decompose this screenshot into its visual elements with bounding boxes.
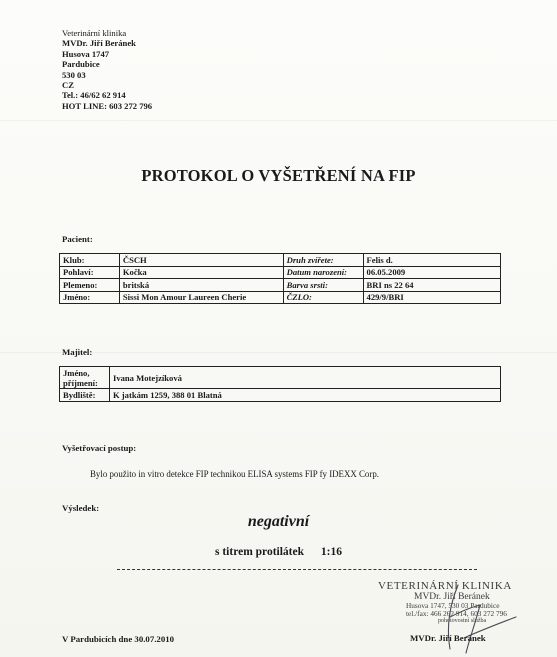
patient-key: Jméno: bbox=[60, 291, 120, 304]
dashed-separator bbox=[117, 569, 477, 570]
table-row bbox=[60, 279, 501, 292]
clinic-tel: Tel.: 46/62 62 914 bbox=[62, 90, 126, 101]
owner-name-key-1: Jméno, bbox=[63, 367, 90, 378]
handwritten-signature bbox=[420, 577, 530, 657]
patient-value: 06.05.2009 bbox=[363, 266, 500, 279]
patient-value: 429/9/BRI bbox=[363, 291, 500, 304]
clinic-hotline: HOT LINE: 603 272 796 bbox=[62, 100, 153, 111]
table-row bbox=[60, 254, 501, 267]
stamp-note: pohotovostní služba bbox=[438, 618, 487, 624]
clinic-country: CZ bbox=[62, 80, 74, 91]
patient-value: britská bbox=[119, 279, 283, 292]
patient-table bbox=[59, 253, 501, 304]
table-row bbox=[60, 291, 501, 304]
titer-value: 1:16 bbox=[320, 546, 342, 558]
patient-key: Pohlaví: bbox=[60, 266, 120, 279]
patient-label: Pacient: bbox=[62, 234, 93, 244]
stamp-name: VETERINÁRNÍ KLINIKA bbox=[378, 580, 512, 592]
titer-line bbox=[0, 546, 557, 558]
clinic-doctor: MVDr. Jiří Beránek bbox=[62, 38, 136, 49]
patient-value: ČSCH bbox=[119, 254, 283, 267]
titer-label: s titrem protilátek bbox=[215, 546, 305, 558]
clinic-line1: Veterinární klinika bbox=[62, 28, 127, 38]
method-text: Bylo použito in vitro detekce FIP technikou ELISA systems FIP fy IDEXX Corp. bbox=[90, 469, 379, 479]
owner-table bbox=[59, 366, 501, 402]
patient-key: Klub: bbox=[60, 254, 120, 267]
stamp-tel: tel./fax: 466 262 914, 603 272 796 bbox=[406, 609, 507, 618]
result-value: negativní bbox=[247, 513, 310, 530]
patient-key: Datum narození: bbox=[283, 266, 363, 279]
patient-key: Barva srsti: bbox=[283, 279, 363, 292]
patient-key: Druh zvířete: bbox=[283, 254, 363, 267]
clinic-city: Pardubice bbox=[62, 59, 100, 70]
stamp-doctor: MVDr. Jiří Beránek bbox=[414, 592, 490, 602]
clinic-header bbox=[62, 28, 152, 111]
patient-value: BRI ns 22 64 bbox=[363, 279, 500, 292]
owner-name-key-2: příjmení: bbox=[63, 377, 98, 388]
document-title: PROTOKOL O VYŠETŘENÍ NA FIP bbox=[141, 166, 416, 185]
clinic-street: Husova 1747 bbox=[62, 48, 110, 59]
patient-value: Sissi Mon Amour Laureen Cherie bbox=[119, 291, 283, 304]
place-date: V Pardubicích dne 30.07.2010 bbox=[62, 634, 175, 644]
patient-key: ČZLO: bbox=[283, 291, 363, 304]
patient-value: Kočka bbox=[119, 266, 283, 279]
owner-name-key bbox=[60, 367, 110, 389]
owner-address-key: Bydliště: bbox=[60, 389, 110, 402]
result-label: Výsledek: bbox=[62, 503, 100, 513]
patient-key: Plemeno: bbox=[60, 279, 120, 292]
owner-label: Majitel: bbox=[62, 347, 93, 357]
table-row bbox=[60, 367, 501, 389]
owner-name-value: Ivana Motejzíková bbox=[109, 367, 500, 389]
patient-value: Felis d. bbox=[363, 254, 500, 267]
clinic-zip: 530 03 bbox=[62, 69, 86, 80]
method-label: Vyšetřovací postup: bbox=[62, 443, 137, 453]
table-row bbox=[60, 266, 501, 279]
table-row bbox=[60, 389, 501, 402]
paper-crease bbox=[0, 120, 557, 121]
stamp-address: Husova 1747, 530 03 Pardubice bbox=[406, 601, 500, 610]
owner-address-value: K jatkám 1259, 388 01 Blatná bbox=[109, 389, 500, 402]
signature-name: MVDr. Jiří Beránek bbox=[410, 633, 486, 643]
